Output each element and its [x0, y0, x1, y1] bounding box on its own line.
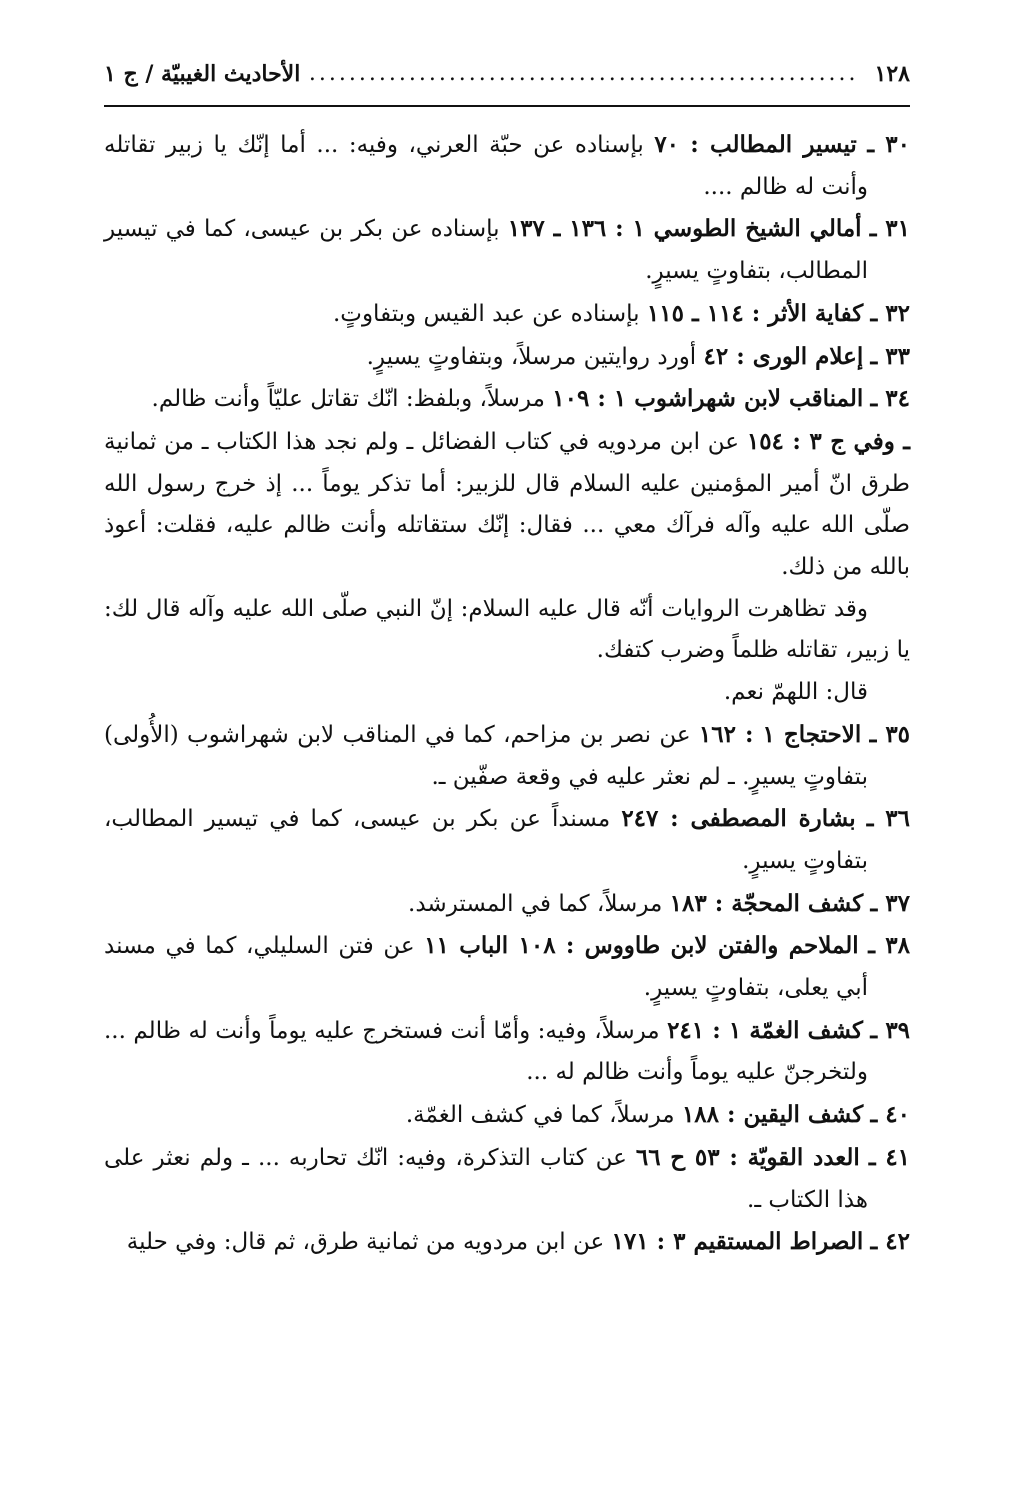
entry-text: مرسلاً، كما في المسترشد.: [408, 890, 663, 917]
reference-entry: [104, 124, 910, 208]
entry-number: ٣٣ ـ: [870, 342, 910, 370]
reference-entry: [104, 208, 910, 292]
entry-source: العدد القويّة : ٥٣ ح ٦٦: [635, 1143, 860, 1171]
entry-source: كشف اليقين : ١٨٨: [681, 1101, 864, 1129]
reference-entry: [104, 925, 910, 1009]
page-header: [104, 52, 910, 96]
entry-text: بإسناده عن عبد القيس وبتفاوتٍ.: [332, 300, 640, 327]
entry-source: كشف الغمّة ١ : ٢٤١: [667, 1016, 863, 1044]
reference-entry: [104, 883, 910, 926]
running-title: الأحاديث الغيبيّة / ج ١: [104, 61, 301, 87]
entry-text: عن نصر بن مزاحم، كما في المناقب لابن شهراشوب (الأُولى) بتفاوتٍ يسيرٍ. ـ لم نعثر عليه في وقعة صفّين ـ.: [104, 721, 868, 790]
entry-source: بشارة المصطفى : ٢٤٧: [621, 805, 856, 833]
entry-number: ٣٨ ـ: [868, 932, 910, 960]
entry-text: مسنداً عن بكر بن عيسى، كما في تيسير المطالب، بتفاوتٍ يسيرٍ.: [104, 806, 868, 874]
entry-number: ٣٤ ـ: [870, 385, 910, 413]
entry-number: ٣٦ ـ: [866, 805, 911, 833]
entry-number: ٣٢ ـ: [870, 299, 910, 327]
paragraph: قال: اللهمّ نعم.: [723, 679, 868, 706]
entry-text: أورد روايتين مرسلاً، وبتفاوتٍ يسيرٍ.: [366, 343, 697, 370]
paragraph: [104, 421, 910, 589]
entry-number: ٣٠ ـ: [867, 131, 910, 158]
entry-number: ٣١ ـ: [869, 215, 911, 243]
paragraph: وقد تظاهرت الروايات أنّه قال عليه السلام: إنّ النبي صلّى الله عليه وآله قال لك: يا زبير، تقاتله ظلماً وضرب كتفك.: [104, 595, 910, 664]
paragraph-text: عن ابن مردويه في كتاب الفضائل ـ ولم نجد هذا الكتاب ـ من ثمانية طرق انّ أمير المؤمنين عليه السلام قال للزبير: أما تذكر يوماً ... إذ خرج رسول الله صلّى الله عليه وآله فرآك معي ... فقال: إنّك ستقاتله وأنت ظالم عليه، فقلت: أعوذ بالله من ذلك.: [104, 428, 910, 581]
entry-number: ٣٥ ـ: [869, 720, 911, 748]
entry-text: بإسناده عن بكر بن عيسى، كما في تيسير المطالب، بتفاوتٍ يسيرٍ.: [104, 216, 868, 285]
entry-source: المناقب لابن شهراشوب ١ : ١٠٩: [552, 385, 864, 413]
page-number: ١٢٨: [874, 61, 910, 87]
entry-source: تيسير المطالب : ٧٠: [654, 131, 857, 158]
entry-number: ٤٢ ـ: [870, 1228, 910, 1256]
reference-entry: [104, 798, 910, 882]
entry-number: ٣٧ ـ: [870, 889, 910, 917]
entry-source: الصراط المستقيم ٣ : ١٧١: [611, 1228, 864, 1256]
entry-source: أمالي الشيخ الطوسي ١ : ١٣٦ ـ ١٣٧: [507, 215, 862, 243]
leader-dots: [306, 59, 858, 89]
entry-source: الملاحم والفتن لابن طاووس : ١٠٨ الباب ١١: [424, 932, 859, 960]
entry-number: ٤١ ـ: [868, 1143, 911, 1171]
reference-entry: [104, 1221, 910, 1264]
entry-source: الاحتجاج ١ : ١٦٢: [698, 720, 862, 748]
reference-entry: [104, 1094, 910, 1137]
entry-source: كشف المحجّة : ١٨٣: [669, 889, 864, 917]
entry-text: مرسلاً، وبلفظ: انّك تقاتل عليّاً وأنت ظالم.: [151, 386, 545, 413]
entry-text: عن فتن السليلي، كما في مسند أبي يعلى، بتفاوتٍ يسيرٍ.: [104, 933, 868, 1002]
entry-number: ٤٠ ـ: [870, 1101, 910, 1129]
header-rule: [104, 105, 910, 107]
entry-text: بإسناده عن حبّة العرني، وفيه: ... أما إنّك يا زبير تقاتله وأنت له ظالم ....: [104, 132, 868, 200]
entry-number: ٣٩ ـ: [870, 1016, 911, 1044]
entry-text: عن كتاب التذكرة، وفيه: انّك تحاربه ... ـ ولم نعثر على هذا الكتاب ـ.: [104, 1144, 868, 1213]
entry-text: مرسلاً، وفيه: وأمّا أنت فستخرج عليه يوماً وأنت له ظالم ... ولتخرجنّ عليه يوماً وأنت ظالم له ...: [104, 1017, 868, 1086]
reference-entry: [104, 336, 910, 379]
entry-source: كفاية الأثر : ١١٤ ـ ١١٥: [646, 299, 864, 327]
reference-entry: [104, 293, 910, 336]
entry-source: إعلام الورى : ٤٢: [703, 342, 864, 370]
paragraph-source: ـ وفي ج ٣ : ١٥٤: [746, 427, 911, 455]
page-body: [104, 124, 910, 1264]
reference-entry: [104, 378, 910, 421]
entry-text: عن ابن مردويه من ثمانية طرق، ثم قال: وفي حلية: [126, 1229, 605, 1256]
reference-entry: [104, 1010, 910, 1094]
reference-entry: [104, 714, 910, 798]
entry-text: مرسلاً، كما في كشف الغمّة.: [405, 1102, 675, 1129]
reference-entry: [104, 1137, 910, 1221]
